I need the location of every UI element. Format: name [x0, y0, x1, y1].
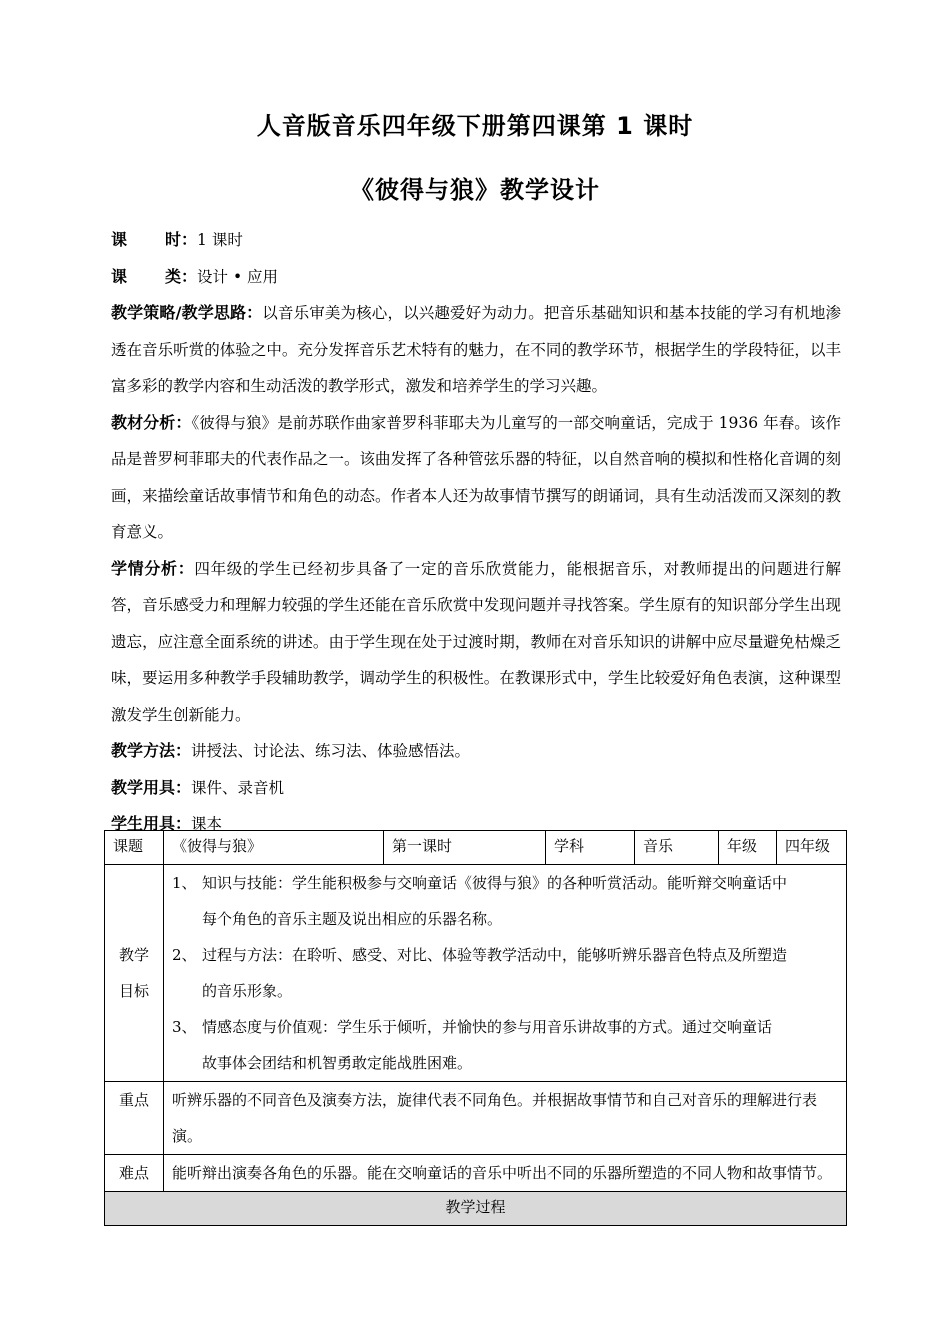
- goal-item: [172, 865, 838, 901]
- goal-item-number: 1、: [172, 874, 197, 892]
- goal-item: [172, 1009, 838, 1045]
- goals-label-line-2: 目标: [118, 982, 149, 1000]
- class-type-value: 设计 • 应用: [197, 267, 279, 286]
- goal-item-number: 2、: [172, 946, 197, 964]
- lesson-table: [104, 830, 847, 1226]
- class-hours-label-1: 课: [111, 230, 128, 249]
- methods-section: [111, 733, 841, 770]
- class-hours-label-2: 时：: [165, 230, 198, 249]
- table-cell-topic-label: 课题: [105, 831, 164, 865]
- goals-label: [105, 865, 164, 1082]
- process-row: [105, 1192, 847, 1226]
- table-cell-grade-label: 年级: [719, 831, 777, 865]
- document-title: 人音版音乐四年级下册第四课第 1 课时: [256, 112, 694, 140]
- document-body: [111, 222, 841, 843]
- goals-row: [105, 865, 847, 1082]
- goal-item-continuation: 故事体会团结和机智勇敢定能战胜困难。: [202, 1054, 473, 1072]
- key-points-text: 听辨乐器的不同音色及演奏方法，旋律代表不同角色。并根据故事情节和自己对音乐的理解进行表演。: [164, 1082, 847, 1155]
- strategy-label: 教学策略/教学思路：: [111, 303, 263, 322]
- strategy-text: 以音乐审美为核心，以兴趣爱好为动力。把音乐基础知识和基本技能的学习有机地渗透在音乐听赏的体验之中。充分发挥音乐艺术特有的魅力，在不同的教学环节，根据学生的学段特征，以丰富多彩的教学内容和生动活泼的教学形式，激发和培养学生的学习兴趣。: [111, 304, 841, 395]
- goal-item-number: 3、: [172, 1018, 197, 1036]
- material-section: [111, 405, 841, 551]
- students-text: 四年级的学生已经初步具备了一定的音乐欣赏能力，能根据音乐，对教师提出的问题进行解答，音乐感受力和理解力较强的学生还能在音乐欣赏中发现问题并寻找答案。学生原有的知识部分学生出现遗忘，应注意全面系统的讲述。由于学生现在处于过渡时期，教师在对音乐知识的讲解中应尽量避免枯燥乏味，要运用多种教学手段辅助教学，调动学生的积极性。在教课形式中，学生比较爱好角色表演，这种课型激发学生创新能力。: [111, 559, 841, 724]
- key-points-row: [105, 1082, 847, 1155]
- class-type-label-2: 类：: [165, 266, 198, 286]
- table-header-row: [105, 831, 847, 865]
- key-points-label: 重点: [105, 1082, 164, 1155]
- teacher-tools-label: 教学用具：: [111, 777, 192, 797]
- goal-item-text: 情感态度与价值观：学生乐于倾听，并愉快的参与用音乐讲故事的方式。通过交响童话: [202, 1018, 773, 1036]
- difficulties-text: 能听辩出演奏各角色的乐器。能在交响童话的音乐中听出不同的乐器所塑造的不同人物和故事情节。: [164, 1155, 847, 1192]
- goal-item-text: 知识与技能：学生能积极参与交响童话《彼得与狼》的各种听赏活动。能听辩交响童话中: [202, 874, 788, 892]
- students-label: 学情分析：: [111, 558, 195, 578]
- table-cell-topic-value: 《彼得与狼》: [164, 831, 384, 865]
- difficulties-label: 难点: [105, 1155, 164, 1192]
- class-type-label-1: 课: [111, 266, 128, 286]
- teacher-tools-section: [111, 770, 841, 807]
- strategy-section: [111, 295, 841, 405]
- class-hours-field: [111, 222, 841, 259]
- class-type-field: [111, 259, 841, 296]
- teacher-tools-text: 课件、录音机: [191, 778, 285, 797]
- table-cell-lesson: 第一课时: [384, 831, 546, 865]
- table-cell-subject-label: 学科: [546, 831, 635, 865]
- material-text: 《彼得与狼》是前苏联作曲家普罗科菲耶夫为儿童写的一部交响童话，完成于 1936 年春。该作品是普罗柯菲耶夫的代表作品之一。该曲发挥了各种管弦乐器的特征，以自然音响的模拟和性格化音调的刻画，来描绘童话故事情节和角色的动态。作者本人还为故事情节撰写的朗诵词，具有生动活泼而又深刻的教育意义。: [111, 413, 841, 541]
- difficulties-row: [105, 1155, 847, 1192]
- goals-label-line-1: 教学: [118, 946, 149, 964]
- goal-item-text: 过程与方法：在聆听、感受、对比、体验等教学活动中，能够听辨乐器音色特点及所塑造: [202, 946, 788, 964]
- process-heading: 教学过程: [105, 1192, 847, 1226]
- student-tools-text: 课本: [191, 815, 223, 833]
- methods-text: 讲授法、讨论法、练习法、体验感悟法。: [191, 742, 471, 760]
- table-cell-subject-value: 音乐: [635, 831, 719, 865]
- methods-label: 教学方法：: [111, 741, 192, 760]
- goal-item-continuation: 每个角色的音乐主题及说出相应的乐器名称。: [202, 910, 503, 928]
- class-hours-value: 1 课时: [197, 231, 243, 249]
- student-tools-label: 学生用具：: [111, 814, 192, 833]
- students-section: [111, 551, 841, 734]
- goal-item-continuation: 的音乐形象。: [202, 982, 293, 1000]
- table-cell-grade-value: 四年级: [777, 831, 847, 865]
- document-subtitle: 《彼得与狼》教学设计: [350, 176, 600, 204]
- material-label: 教材分析：: [111, 412, 192, 432]
- goals-content: [164, 865, 847, 1082]
- goal-item: [172, 937, 838, 973]
